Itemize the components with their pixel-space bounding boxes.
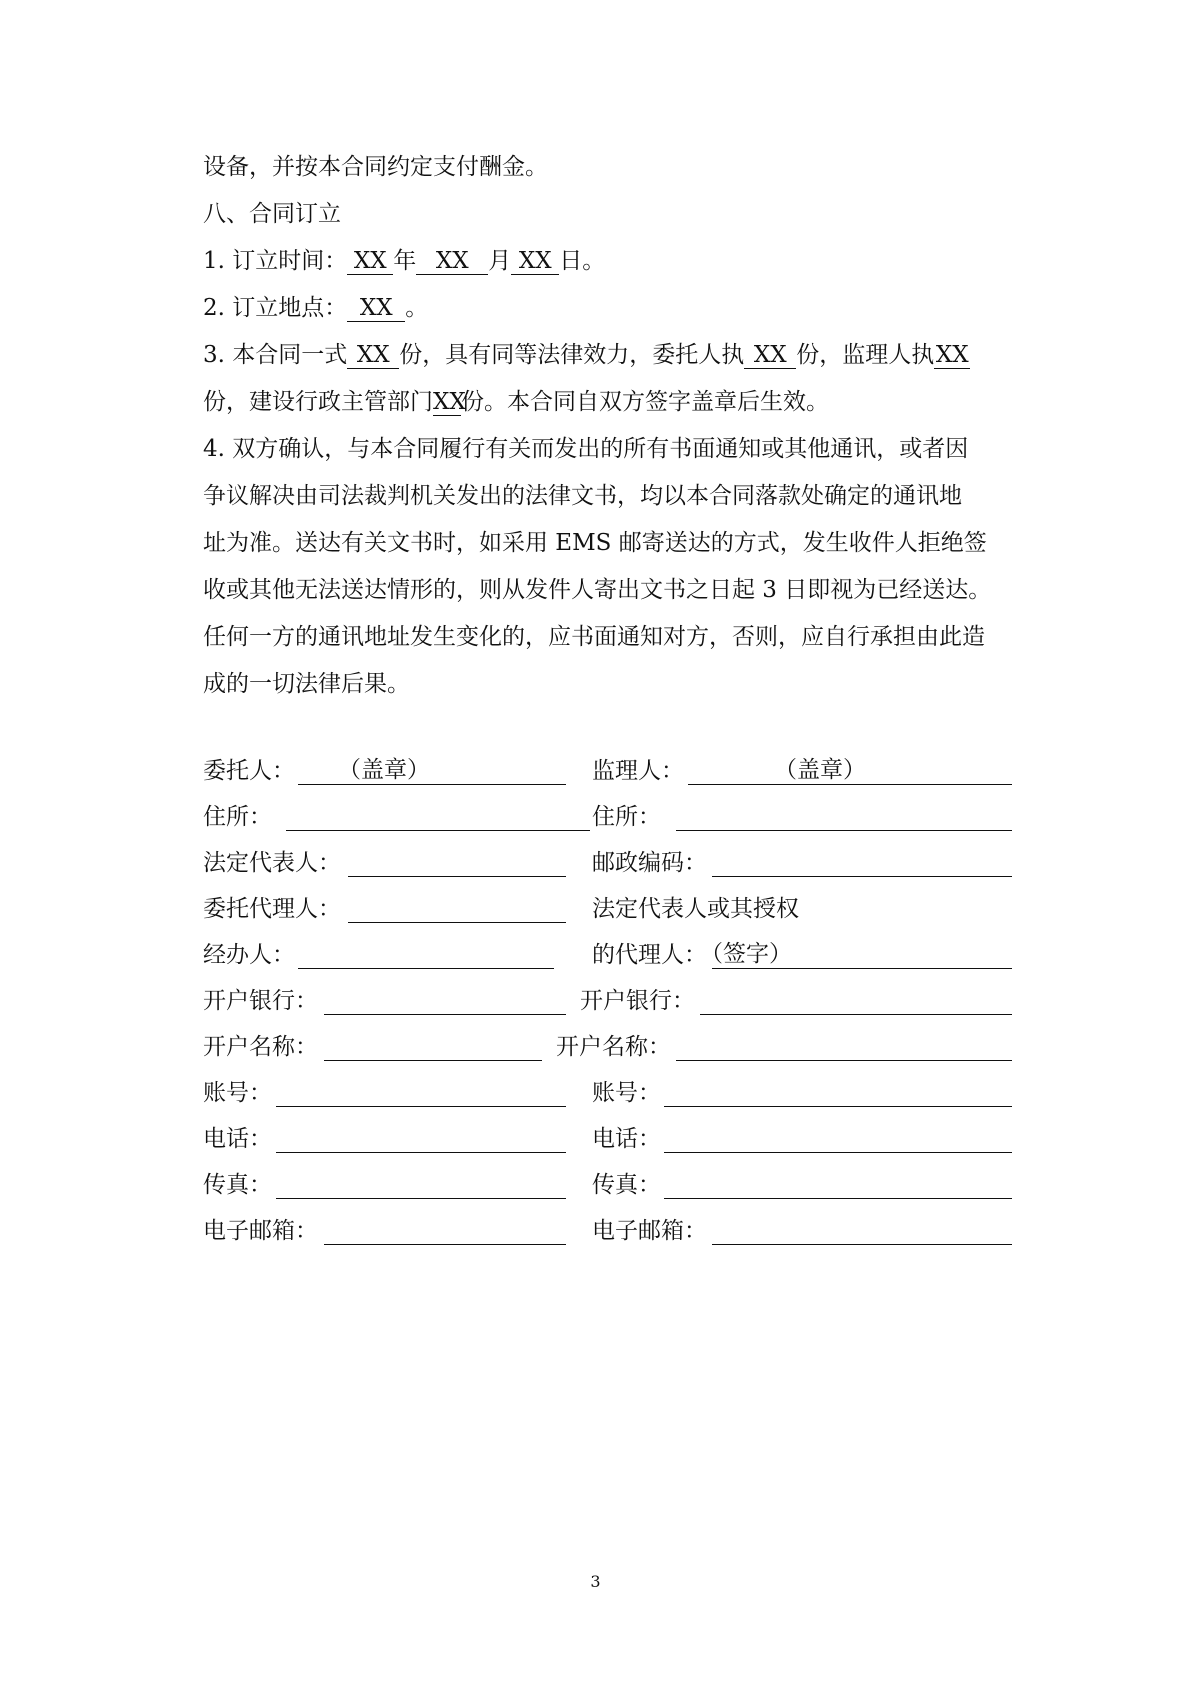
client-agent-field[interactable] <box>348 894 566 923</box>
section-heading: 八、合同订立 <box>203 201 341 227</box>
supervisor-email-label: 电子邮箱： <box>592 1218 707 1244</box>
body-line-7: 4. 双方确认，与本合同履行有关而发出的所有书面通知或其他通讯，或者因 <box>203 436 969 462</box>
client-fax-field[interactable] <box>276 1170 566 1199</box>
signature-hint: （签字） <box>700 941 792 967</box>
supervisor-label: 监理人： <box>592 758 684 784</box>
copies-text-4: 份。本合同自双方签字盖章后生效。 <box>461 389 829 415</box>
copies-supervisor: XX <box>935 342 969 368</box>
place-suffix: 。 <box>405 295 429 321</box>
body-line-11: 任何一方的通讯地址发生变化的，应书面通知对方，否则，应自行承担由此造 <box>203 624 985 650</box>
supervisor-email-field[interactable] <box>712 1216 1012 1245</box>
place-value: XX <box>347 295 405 322</box>
client-account-no-field[interactable] <box>276 1078 566 1107</box>
copies-client: XX <box>744 342 796 369</box>
client-account-name-field[interactable] <box>324 1032 542 1061</box>
copies-text-3: 份，建设行政主管部门 <box>203 389 433 415</box>
authorized-rep-label-2: 的代理人： <box>592 942 707 968</box>
supervisor-seal-hint: （盖章） <box>774 757 866 783</box>
supervisor-account-no-label: 账号： <box>592 1080 661 1106</box>
client-seal-field[interactable] <box>298 756 566 785</box>
copies-text-2: 份，监理人执 <box>796 342 935 368</box>
supervisor-address-label: 住所： <box>592 804 661 830</box>
copies-total: XX <box>347 342 399 369</box>
handler-label: 经办人： <box>203 942 295 968</box>
supervisor-address-field[interactable] <box>676 802 1012 831</box>
copies-text-1: 份，具有同等法律效力，委托人执 <box>399 342 745 368</box>
client-fax-label: 传真： <box>203 1172 272 1198</box>
copies-line <box>203 340 970 370</box>
day-unit: 日。 <box>559 248 606 274</box>
client-address-field[interactable] <box>286 802 590 831</box>
client-account-no-label: 账号： <box>203 1080 272 1106</box>
signature-field[interactable] <box>700 940 1012 969</box>
supervisor-fax-label: 传真： <box>592 1172 661 1198</box>
copies-line-2 <box>203 387 829 417</box>
day-value: XX <box>511 248 559 275</box>
client-account-name-label: 开户名称： <box>203 1034 318 1060</box>
month-unit: 月 <box>488 248 512 274</box>
authorized-rep-label-1: 法定代表人或其授权 <box>592 896 799 922</box>
year-unit: 年 <box>393 248 417 274</box>
body-line-10: 收或其他无法送达情形的，则从发件人寄出文书之日起 3 日即视为已经送达。 <box>203 577 992 603</box>
signing-place-label: 2. 订立地点： <box>203 295 348 321</box>
supervisor-account-no-field[interactable] <box>664 1078 1012 1107</box>
body-line-9: 址为准。送达有关文书时，如采用 EMS 邮寄送达的方式，发生收件人拒绝签 <box>203 530 987 556</box>
handler-field[interactable] <box>298 940 554 969</box>
postcode-label: 邮政编码： <box>592 850 707 876</box>
year-value: XX <box>347 248 393 275</box>
supervisor-fax-field[interactable] <box>664 1170 1012 1199</box>
legal-rep-label: 法定代表人： <box>203 850 341 876</box>
postcode-field[interactable] <box>712 848 1012 877</box>
client-label: 委托人： <box>203 758 295 784</box>
client-email-field[interactable] <box>324 1216 566 1245</box>
client-phone-label: 电话： <box>203 1126 272 1152</box>
supervisor-seal-field[interactable] <box>688 756 1012 785</box>
body-line-1: 设备，并按本合同约定支付酬金。 <box>203 154 548 180</box>
signing-place-line <box>203 293 428 323</box>
supervisor-phone-label: 电话： <box>592 1126 661 1152</box>
signing-date-line <box>203 246 605 276</box>
signing-date-label: 1. 订立时间： <box>203 248 348 274</box>
client-phone-field[interactable] <box>276 1124 566 1153</box>
copies-label: 3. 本合同一式 <box>203 342 348 368</box>
supervisor-bank-label: 开户银行： <box>580 988 695 1014</box>
legal-rep-field[interactable] <box>348 848 566 877</box>
page-number: 3 <box>590 1572 601 1591</box>
supervisor-bank-field[interactable] <box>700 986 1012 1015</box>
client-bank-label: 开户银行： <box>203 988 318 1014</box>
supervisor-account-name-label: 开户名称： <box>556 1034 671 1060</box>
supervisor-phone-field[interactable] <box>664 1124 1012 1153</box>
body-line-8: 争议解决由司法裁判机关发出的法律文书，均以本合同落款处确定的通讯地 <box>203 483 962 509</box>
copies-authority: XX <box>433 389 466 415</box>
client-agent-label: 委托代理人： <box>203 896 341 922</box>
supervisor-account-name-field[interactable] <box>676 1032 1012 1061</box>
client-seal-hint: （盖章） <box>338 757 430 783</box>
client-address-label: 住所： <box>203 804 272 830</box>
client-bank-field[interactable] <box>324 986 566 1015</box>
month-value: XX <box>416 248 488 275</box>
client-email-label: 电子邮箱： <box>203 1218 318 1244</box>
body-line-12: 成的一切法律后果。 <box>203 671 410 697</box>
